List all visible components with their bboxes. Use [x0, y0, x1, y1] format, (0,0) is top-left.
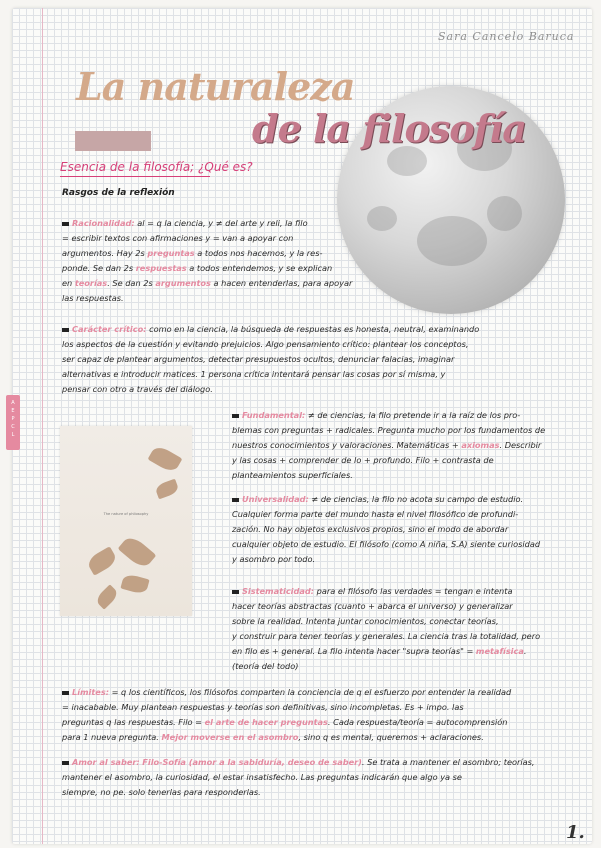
note-text: a todos nos hacemos, y la res- [194, 248, 323, 258]
section-universalidad [232, 492, 587, 567]
note-line [232, 468, 587, 483]
bullet-icon [232, 414, 239, 418]
keyword: Mejor moverse en el asombro [161, 732, 299, 742]
keyword: axiomas [461, 440, 500, 450]
note-text: . Cada respuesta/teoría = autocomprensión [327, 717, 508, 727]
note-line [62, 755, 587, 770]
note-text: alternativas e introducir matices. 1 persona crítica intentará pensar las cosas por sí misma, y [62, 369, 446, 379]
note-text: los aspectos de la cuestión y evitando prejuicios. Algo pensamiento crítico: plantear los conceptos, [62, 339, 469, 349]
note-line [232, 438, 587, 453]
note-text: como en la ciencia, la búsqueda de respuestas es honesta, neutral, examinando [146, 324, 480, 334]
note-line [62, 246, 392, 261]
note-line [62, 367, 587, 382]
note-line [232, 453, 587, 468]
note-text: y construir para tener teorías y generales. La ciencia tras la totalidad, pero [232, 631, 541, 641]
note-text: las respuestas. [62, 293, 124, 303]
note-text: a hacen entenderlas, para apoyar [210, 278, 353, 288]
section-limites [62, 685, 587, 745]
note-line [232, 492, 587, 507]
note-line [62, 276, 392, 291]
note-line [232, 629, 587, 644]
keyword: metafísica [475, 646, 524, 656]
section-racionalidad [62, 216, 392, 306]
note-text: planteamientos superficiales. [232, 470, 353, 480]
note-text: . Describir [499, 440, 542, 450]
note-text: en filo es + general. La filo intenta hacer "supra teorías" = [232, 646, 476, 656]
note-text: y asombro por todo. [232, 554, 316, 564]
note-text: cualquier objeto de estudio. El filósofo [232, 539, 392, 549]
keyword: Filo-Sofía (amor a la sabiduría, deseo de saber) [142, 757, 362, 767]
section-sistematicidad [232, 584, 587, 674]
note-text: ponde. Se dan 2s [62, 263, 136, 273]
note-line [232, 522, 587, 537]
keyword: Universalidad: [242, 494, 309, 504]
note-text: ser capaz de plantear argumentos, detectar presupuestos ocultos, denunciar falacias, imaginar [62, 354, 455, 364]
esencia-underline [60, 176, 210, 177]
note-line [62, 730, 587, 745]
keyword: Límites: [72, 687, 109, 697]
leaves-photo [60, 426, 192, 616]
note-text: para el filósofo las verdades = tengan e intenta [314, 586, 513, 596]
note-text: = escribir textos con afirmaciones y = van a apoyar con [62, 233, 294, 243]
note-text: en [62, 278, 75, 288]
note-text: para 1 nueva pregunta. [62, 732, 162, 742]
note-line [62, 352, 587, 367]
note-line [62, 685, 587, 700]
note-line [232, 659, 587, 674]
page-number: 1. [566, 822, 585, 843]
note-text: . Se dan 2s [107, 278, 156, 288]
decorative-rectangle [75, 131, 151, 151]
note-text: argumentos. Hay 2s [62, 248, 148, 258]
note-line [62, 700, 587, 715]
keyword: el arte de hacer preguntas [204, 717, 328, 727]
esencia-heading: Esencia de la filosofía; ¿Qué es? [60, 160, 253, 174]
note-text: y las cosas + comprender de lo + profundo. Filo + contrasta de [232, 455, 494, 465]
note-line [62, 231, 392, 246]
keyword: Racionalidad: [72, 218, 135, 228]
note-line [232, 644, 587, 659]
keyword: Sistematicidad: [242, 586, 315, 596]
note-line [232, 614, 587, 629]
note-text: ≠ de ciencias, la filo no acota su campo de estudio. [308, 494, 524, 504]
note-text: siempre, no pe. solo tenerlas para responderlas. [62, 787, 261, 797]
note-text: nuestros conocimientos y valoraciones. Matemáticas + [232, 440, 462, 450]
bullet-icon [232, 590, 239, 594]
note-text: . [523, 646, 527, 656]
note-line [232, 423, 587, 438]
note-text: , sino q es mental, queremos + aclaraciones. [298, 732, 484, 742]
bullet-icon [62, 691, 69, 695]
note-line [62, 785, 587, 800]
author-name: Sara Cancelo Baruca [438, 30, 575, 43]
bullet-icon [62, 222, 69, 226]
note-line [62, 770, 587, 785]
note-line [232, 537, 587, 552]
keyword: argumentos [155, 278, 211, 288]
note-line [62, 382, 587, 397]
note-text: = inacabable. Muy plantean respuestas y teorías son definitivas, sino incompletas. Es + impo. las [62, 702, 464, 712]
note-text: = q los científicos, los filósofos comparten la conciencia de q el esfuerzo por entender la realidad [108, 687, 512, 697]
keyword: Amor al saber: [72, 757, 140, 767]
margin-line [42, 8, 43, 844]
note-text: . Se trata a mantener el asombro; teorías, [361, 757, 535, 767]
note-text: al = q la ciencia, y ≠ del arte y reli, la filo [134, 218, 308, 228]
section-caracter-critico [62, 322, 587, 397]
note-line [62, 322, 587, 337]
note-text: (como A niña, S.A) [391, 539, 468, 549]
note-text: sobre la realidad. Intenta juntar conocimientos, conectar teorías, [232, 616, 499, 626]
rasgos-heading: Rasgos de la reflexión [62, 188, 175, 198]
note-line [62, 337, 587, 352]
note-text: siente curiosidad [467, 539, 541, 549]
note-text: preguntas q las respuestas. Filo = [62, 717, 205, 727]
note-line [62, 216, 392, 231]
bullet-icon [62, 761, 69, 765]
keyword: teorías [74, 278, 108, 288]
note-line [62, 291, 392, 306]
section-amor-al-saber [62, 755, 587, 800]
title-line-2: de la filosofía [252, 106, 526, 151]
note-text: ≠ de ciencias, la filo pretende ir a la raíz de los pro- [305, 410, 521, 420]
note-text: a todos entendemos, y se explican [186, 263, 333, 273]
keyword: preguntas [147, 248, 195, 258]
keyword: Carácter crítico: [72, 324, 147, 334]
bullet-icon [62, 328, 69, 332]
side-tab-text: A E P C L [11, 400, 15, 438]
note-text: mantener el asombro, la curiosidad, el estar insatisfecho. Las preguntas indicarán que algo ya se [62, 772, 462, 782]
note-line [232, 599, 587, 614]
keyword: Fundamental: [242, 410, 306, 420]
note-line [232, 584, 587, 599]
note-line [232, 552, 587, 567]
photo-caption: The nature of philosophy [103, 512, 149, 516]
note-line [232, 507, 587, 522]
note-text: zación. No hay objetos exclusivos propios, sino el modo de abordar [232, 524, 509, 534]
note-text: (teoría del todo) [232, 661, 299, 671]
note-line [232, 408, 587, 423]
note-text: blemas con preguntas + radicales. Pregunta mucho por los fundamentos de [232, 425, 546, 435]
note-line [62, 261, 392, 276]
title-line-1: La naturaleza [76, 64, 355, 109]
bullet-icon [232, 498, 239, 502]
note-text: hacer teorías abstractas (cuanto + abarca el universo) y generalizar [232, 601, 513, 611]
section-fundamental [232, 408, 587, 483]
keyword: respuestas [135, 263, 187, 273]
note-line [62, 715, 587, 730]
note-text: pensar con otro a través del diálogo. [62, 384, 213, 394]
note-text: Cualquier forma parte del mundo hasta el nivel filosófico de profundi- [232, 509, 519, 519]
